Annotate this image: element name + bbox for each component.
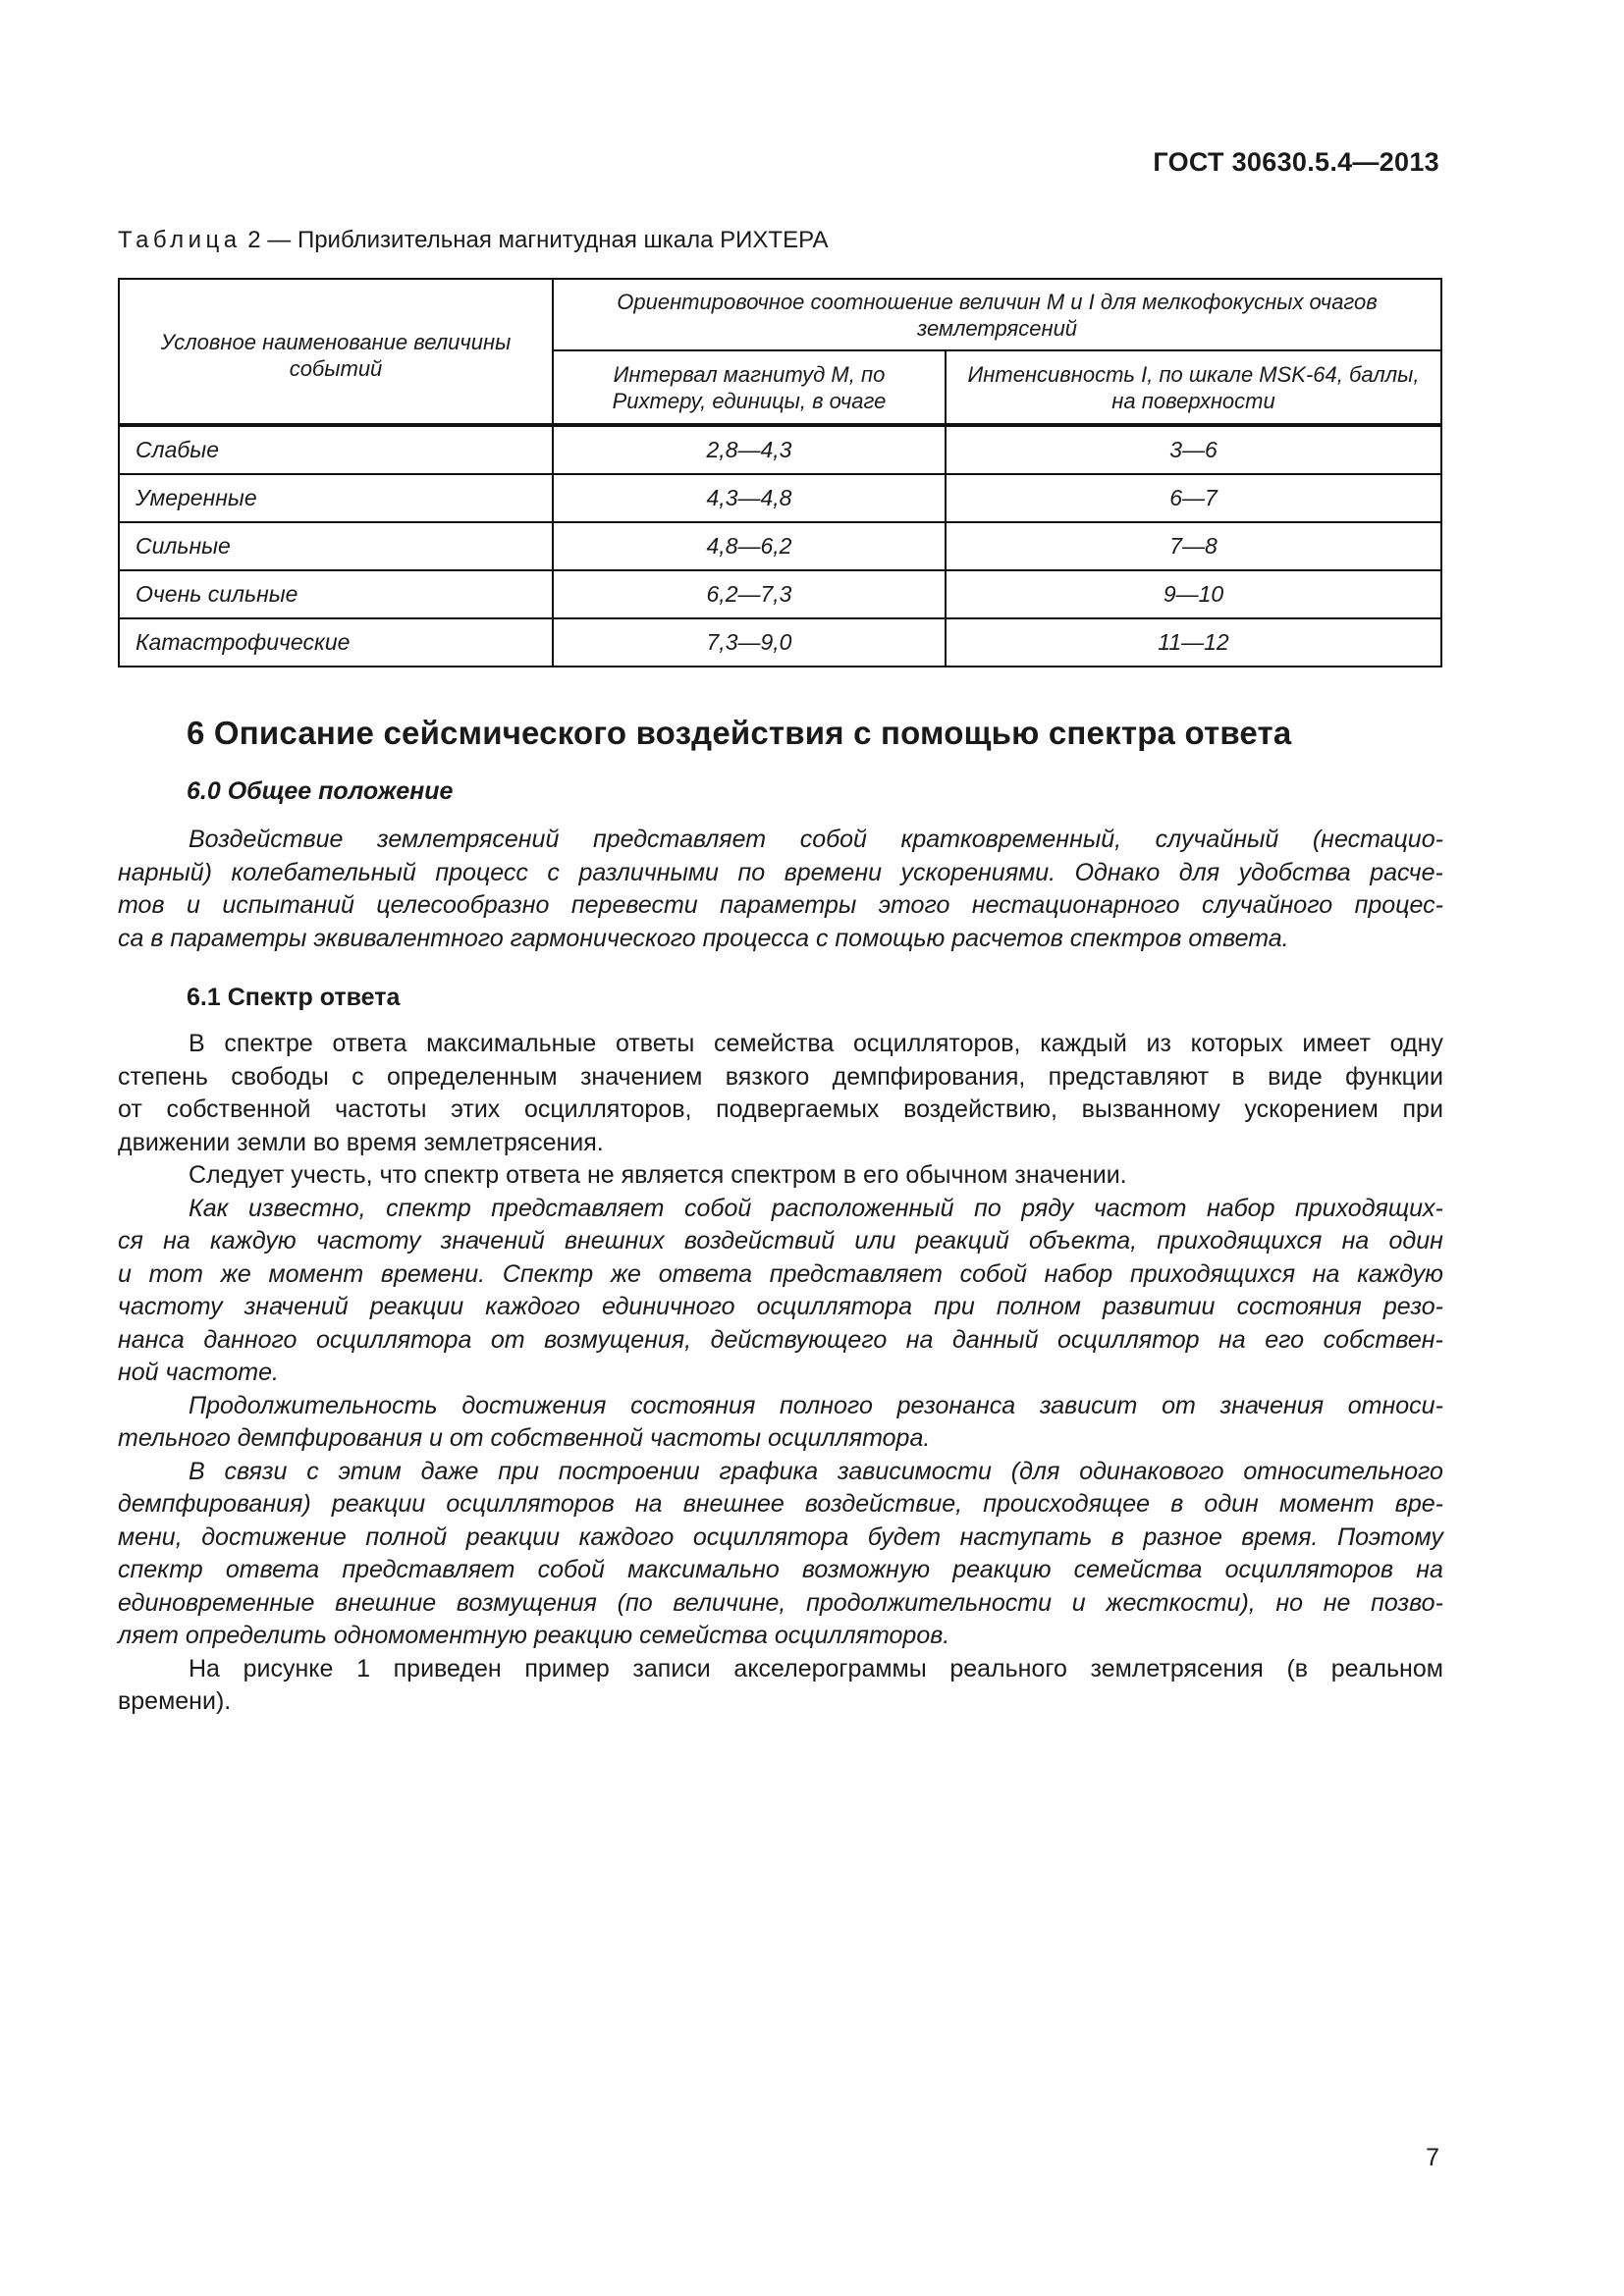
table-row	[119, 522, 1441, 570]
table-caption-text: 2 — Приблизительная магнитудная шкала РИХТЕРА	[241, 227, 829, 253]
magnitude-cell: 4,8—6,2	[553, 522, 946, 570]
text-line: частоту значений реакции каждого единичного осциллятора при полном развитии состояния резо-	[118, 1293, 1443, 1320]
text-line: Продолжительность достижения состояния полного резонанса зависит от значения относи-	[189, 1391, 1443, 1419]
magnitude-cell: 2,8—4,3	[553, 425, 946, 474]
subsection-title-general: 6.0 Общее положение	[187, 777, 454, 805]
magnitude-cell: 6,2—7,3	[553, 570, 946, 618]
text-line: ся на каждую частоту значений внешних воздействий или реакций объекта, приходящихся на один	[118, 1227, 1443, 1255]
text-line: нарный) колебательный процесс с различными по времени ускорениями. Однако для удобства расче-	[118, 858, 1443, 886]
document-code: ГОСТ 30630.5.4—2013	[1153, 147, 1439, 177]
spectrum-paragraph-5	[118, 1456, 1443, 1653]
magnitude-cell: 4,3—4,8	[553, 474, 946, 522]
table-body	[119, 425, 1441, 667]
text-line: спектр ответа представляет собой максимально возможную реакцию семейства осцилляторов на	[118, 1556, 1443, 1583]
text-line: В спектре ответа максимальные ответы семейства осцилляторов, каждый из которых имеет одну	[189, 1030, 1443, 1057]
magnitude-cell: 7,3—9,0	[553, 618, 946, 667]
text-line: В связи с этим даже при построении графика зависимости (для одинакового относительного	[189, 1457, 1443, 1485]
text-line: ляет определить одномоментную реакцию семейства осцилляторов.	[118, 1622, 950, 1649]
event-name-cell: Умеренные	[119, 474, 553, 522]
spectrum-paragraph-6	[118, 1653, 1443, 1719]
text-line: На рисунке 1 приведен пример записи акселерограммы реального землетрясения (в реальном	[189, 1654, 1443, 1682]
table-caption-label: Таблица	[118, 227, 242, 253]
table-caption	[118, 227, 829, 254]
text-line: движении земли во время землетрясения.	[118, 1128, 604, 1156]
event-name-cell: Слабые	[119, 425, 553, 474]
text-line: мени, достижение полной реакции каждого осциллятора будет наступать в разное время. Поэтому	[118, 1522, 1443, 1551]
text-line: Воздействие землетрясений представляет собой кратковременный, случайный (нестацио-	[189, 826, 1443, 853]
text-line: степень свободы с определенным значением вязкого демпфирования, представляют в виде функции	[118, 1062, 1443, 1091]
text-line: и тот же момент времени. Спектр же ответа представляет собой набор приходящихся на каждую	[118, 1259, 1443, 1288]
event-name-cell: Сильные	[119, 522, 553, 570]
subsection-title-spectrum: 6.1 Спектр ответа	[187, 984, 401, 1011]
header-ratio-group: Ориентировочное соотношение величин M и I для мелкофокусных очагов землетрясений	[553, 279, 1441, 350]
text-line: тов и испытаний целесообразно перевести параметры этого нестационарного случайного процес-	[118, 891, 1443, 919]
richter-scale-table	[118, 278, 1442, 667]
event-name-cell: Очень сильные	[119, 570, 553, 618]
intensity-cell: 11—12	[946, 618, 1441, 667]
text-line: тельного демпфирования и от собственной частоты осциллятора.	[118, 1424, 931, 1452]
text-line: демпфирования) реакции осцилляторов на внешнее воздействие, происходящее в один момент вре-	[118, 1490, 1443, 1518]
spectrum-paragraph-3	[118, 1193, 1443, 1390]
table-row	[119, 425, 1441, 474]
text-line: Следует учесть, что спектр ответа не является спектром в его обычном значении.	[189, 1161, 1127, 1189]
text-line: са в параметры эквивалентного гармонического процесса с помощью расчетов спектров ответа.	[118, 924, 1289, 952]
intensity-cell: 9—10	[946, 570, 1441, 618]
text-line: ной частоте.	[118, 1359, 279, 1386]
header-event-name: Условное наименование величины событий	[119, 279, 553, 425]
intensity-cell: 7—8	[946, 522, 1441, 570]
spectrum-paragraph-1	[118, 1028, 1443, 1159]
spectrum-paragraph-4	[118, 1390, 1443, 1456]
section-title: 6 Описание сейсмического воздействия с помощью спектра ответа	[187, 715, 1292, 751]
header-intensity: Интенсивность I, по шкале MSK-64, баллы, на поверхности	[946, 350, 1441, 425]
general-paragraph	[118, 824, 1443, 955]
table-row	[119, 618, 1441, 667]
page-number: 7	[1426, 2144, 1439, 2171]
text-line: от собственной частоты этих осцилляторов, подвергаемых воздействию, вызванному ускорением при	[118, 1095, 1443, 1123]
table-row	[119, 474, 1441, 522]
intensity-cell: 6—7	[946, 474, 1441, 522]
text-line: единовременные внешние возмущения (по величине, продолжительности и жесткости), но не позво-	[118, 1588, 1443, 1617]
event-name-cell: Катастрофические	[119, 618, 553, 667]
text-line: Как известно, спектр представляет собой расположенный по ряду частот набор приходящих-	[189, 1194, 1443, 1222]
intensity-cell: 3—6	[946, 425, 1441, 474]
text-line: времени).	[118, 1687, 232, 1715]
header-magnitude: Интервал магнитуд M, по Рихтеру, единицы, в очаге	[553, 350, 946, 425]
table-row	[119, 570, 1441, 618]
text-line: нанса данного осциллятора от возмущения, действующего на данный осциллятор на его собствен-	[118, 1325, 1443, 1354]
spectrum-paragraph-2	[118, 1159, 1443, 1193]
